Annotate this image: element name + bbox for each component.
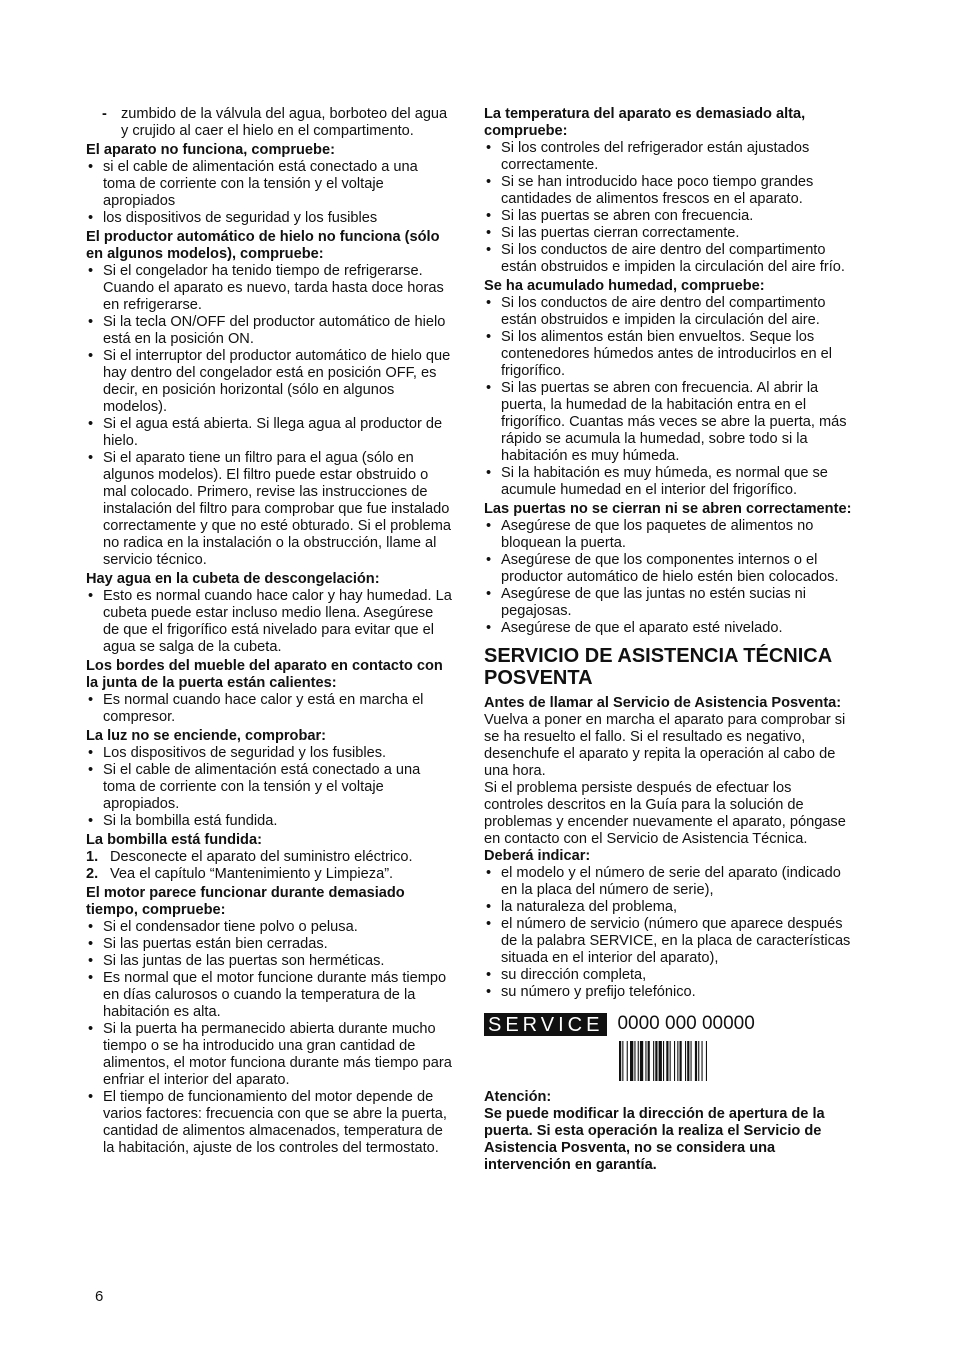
bullet-list [484, 518, 854, 637]
section-heading: Los bordes del mueble del aparato en contacto con la junta de la puerta están calientes: [86, 658, 443, 691]
numbered-list [86, 849, 452, 883]
list-item: • El tiempo de funcionamiento del motor depende de varios factores: frecuencia con que se abre la puerta, cantidad de alimentos almacenados, temperatura de la habitación, ajuste de los controles del termostato. [86, 1089, 452, 1157]
list-item: • Si la habitación es muy húmeda, es normal que se acumule humedad en el interior del frigorífico. [484, 465, 854, 499]
list-item: • su número y prefijo telefónico. [484, 984, 854, 1001]
section-heading: La luz no se enciende, comprobar: [86, 728, 327, 744]
bullet-list [484, 865, 854, 1001]
list-item: • el modelo y el número de serie del aparato (indicado en la placa del número de serie), [484, 865, 854, 899]
list-item: • Si los conductos de aire dentro del compartimento están obstruidos e impiden la circulación del aire. [484, 295, 854, 329]
bullet-list [86, 692, 452, 726]
list-item: • Si los conductos de aire dentro del compartimento están obstruidos e impiden la circulación del aire frío. [484, 242, 854, 276]
section-heading: La temperatura del aparato es demasiado alta, compruebe: [484, 106, 806, 139]
list-item: • Asegúrese de que el aparato esté nivelado. [484, 620, 854, 637]
list-item: • Si las puertas están bien cerradas. [86, 936, 452, 953]
list-item: - zumbido de la válvula del agua, borboteo del agua y crujido al caer el hielo en el compartimento. [86, 106, 452, 140]
attention-text: Se puede modificar la dirección de apertura de la puerta. Si esta operación la realiza el Servicio de Asistencia Posventa, no se considera una intervención en garantía. [484, 1106, 825, 1173]
list-item: • Si el agua está abierta. Si llega agua al productor de hielo. [86, 416, 452, 450]
list-item: • Si se han introducido hace poco tiempo grandes cantidades de alimentos frescos en el aparato. [484, 174, 854, 208]
section-heading: Se ha acumulado humedad, compruebe: [484, 278, 765, 294]
right-column [484, 106, 854, 1174]
list-item: • Si la bombilla está fundida. [86, 813, 452, 830]
list-item: • si el cable de alimentación está conectado a una toma de corriente con la tensión y el voltaje apropiados [86, 159, 452, 210]
section-heading: El motor parece funcionar durante demasiado tiempo, compruebe: [86, 885, 405, 918]
bullet-list [484, 295, 854, 499]
list-item: • Si el interruptor del productor automático de hielo que hay dentro del congelador está en posición OFF, es decir, en posición horizontal (sólo en algunos modelos). [86, 348, 452, 416]
before-calling-heading: Antes de llamar al Servicio de Asistencia Posventa: [484, 695, 842, 711]
list-item: • Si los controles del refrigerador están ajustados correctamente. [484, 140, 854, 174]
page-number: 6 [95, 1288, 104, 1305]
indicate-heading: Deberá indicar: [484, 848, 591, 864]
list-item: • Si el cable de alimentación está conectado a una toma de corriente con la tensión y el voltaje apropiados. [86, 762, 452, 813]
list-item: • Asegúrese de que los componentes internos o el productor automático de hielo estén bien colocados. [484, 552, 854, 586]
list-item: • Asegúrese de que las juntas no estén sucias ni pegajosas. [484, 586, 854, 620]
list-item: • su dirección completa, [484, 967, 854, 984]
list-item: • Los dispositivos de seguridad y los fusibles. [86, 745, 452, 762]
attention-heading: Atención: [484, 1089, 552, 1105]
list-item: • Si la puerta ha permanecido abierta durante mucho tiempo o se ha introducido una gran cantidad de alimentos, el motor funciona durante más tiempo para enfriar el interior del aparato. [86, 1021, 452, 1089]
list-item: • Si el congelador ha tenido tiempo de refrigerarse. Cuando el aparato es nuevo, tarda hasta doce horas en refrigerarse. [86, 263, 452, 314]
list-item: • Si la tecla ON/OFF del productor automático de hielo está en la posición ON. [86, 314, 452, 348]
section-heading: El aparato no funciona, compruebe: [86, 142, 335, 158]
intro-list [86, 106, 452, 140]
bullet-list [86, 263, 452, 569]
list-item: • Si el condensador tiene polvo o pelusa. [86, 919, 452, 936]
list-item: • Es normal cuando hace calor y está en marcha el compresor. [86, 692, 452, 726]
section-humidity [484, 278, 854, 499]
service-label-sample [484, 1013, 854, 1081]
service-badge: SERVICE [484, 1013, 607, 1036]
section-doors [484, 501, 854, 637]
list-item: • Esto es normal cuando hace calor y hay humedad. La cubeta puede estar incluso medio llena. Asegúrese de que el frigorífico está nivelado para evitar que el agua se salga de la cubeta. [86, 588, 452, 656]
bullet-list [86, 588, 452, 656]
list-item: • los dispositivos de seguridad y los fusibles [86, 210, 452, 227]
section-temperature [484, 106, 854, 276]
service-title: SERVICIO DE ASISTENCIA TÉCNICA POSVENTA [484, 645, 832, 689]
list-item: • el número de servicio (número que aparece después de la palabra SERVICE, en la placa de características situada en el interior del aparato), [484, 916, 854, 967]
paragraph: Vuelva a poner en marcha el aparato para comprobar si se ha resuelto el fallo. Si el resultado es negativo, desenchufe el aparato y repita la operación al cabo de una hora. [484, 712, 846, 779]
section-heading: La bombilla está fundida: [86, 832, 262, 848]
list-item: 1. Desconecte el aparato del suministro eléctrico. [86, 849, 413, 865]
barcode-icon [617, 1041, 767, 1081]
section-light [86, 728, 452, 830]
section-not-working [86, 142, 452, 227]
section-defrost-water [86, 571, 452, 656]
section-heading: El productor automático de hielo no funciona (sólo en algunos modelos), compruebe: [86, 229, 440, 262]
section-motor [86, 885, 452, 1157]
list-item: • Asegúrese de que los paquetes de alimentos no bloquean la puerta. [484, 518, 854, 552]
section-bulb [86, 832, 452, 883]
list-item: • Si las juntas de las puertas son herméticas. [86, 953, 452, 970]
section-heading: Las puertas no se cierran ni se abren correctamente: [484, 501, 852, 517]
section-ice-maker [86, 229, 452, 569]
list-item: • Si el aparato tiene un filtro para el agua (sólo en algunos modelos). El filtro puede estar obstruido o mal colocado. Primero, revise las instrucciones de instalación del filtro para comprobar que fue instalado correctamente y que no esté obturado. Si el problema no radica en la instalación o la obstrucción, llame al servicio técnico. [86, 450, 452, 569]
list-item: • Si las puertas se abren con frecuencia. Al abrir la puerta, la humedad de la habitación entra en el frigorífico. Cuantas más veces se abre la puerta, más rápido se acumula la humedad, sobre todo si la habitación es muy húmeda. [484, 380, 854, 465]
section-heading: Hay agua en la cubeta de descongelación: [86, 571, 380, 587]
paragraph: Si el problema persiste después de efectuar los controles descritos en la Guía para la solución de problemas y encender nuevamente el aparato, póngase en contacto con el Servicio de Asistencia Técnica. [484, 780, 846, 847]
bullet-list [484, 140, 854, 276]
list-item: • Si las puertas se abren con frecuencia. [484, 208, 854, 225]
list-item: • Si las puertas cierran correctamente. [484, 225, 854, 242]
bullet-list [86, 919, 452, 1157]
bullet-list [86, 745, 452, 830]
list-item: • la naturaleza del problema, [484, 899, 854, 916]
service-number: 0000 000 00000 [617, 1013, 755, 1034]
list-item: 2. Vea el capítulo “Mantenimiento y Limpieza”. [86, 866, 394, 882]
section-hot-edges [86, 658, 452, 726]
service-number-block [617, 1013, 767, 1081]
bullet-list [86, 159, 452, 227]
left-column [86, 106, 452, 1159]
list-item: • Es normal que el motor funcione durante más tiempo en días calurosos o cuando la temperatura de la habitación es alta. [86, 970, 452, 1021]
list-item: • Si los alimentos están bien envueltos. Seque los contenedores húmedos antes de introducirlos en el frigorífico. [484, 329, 854, 380]
